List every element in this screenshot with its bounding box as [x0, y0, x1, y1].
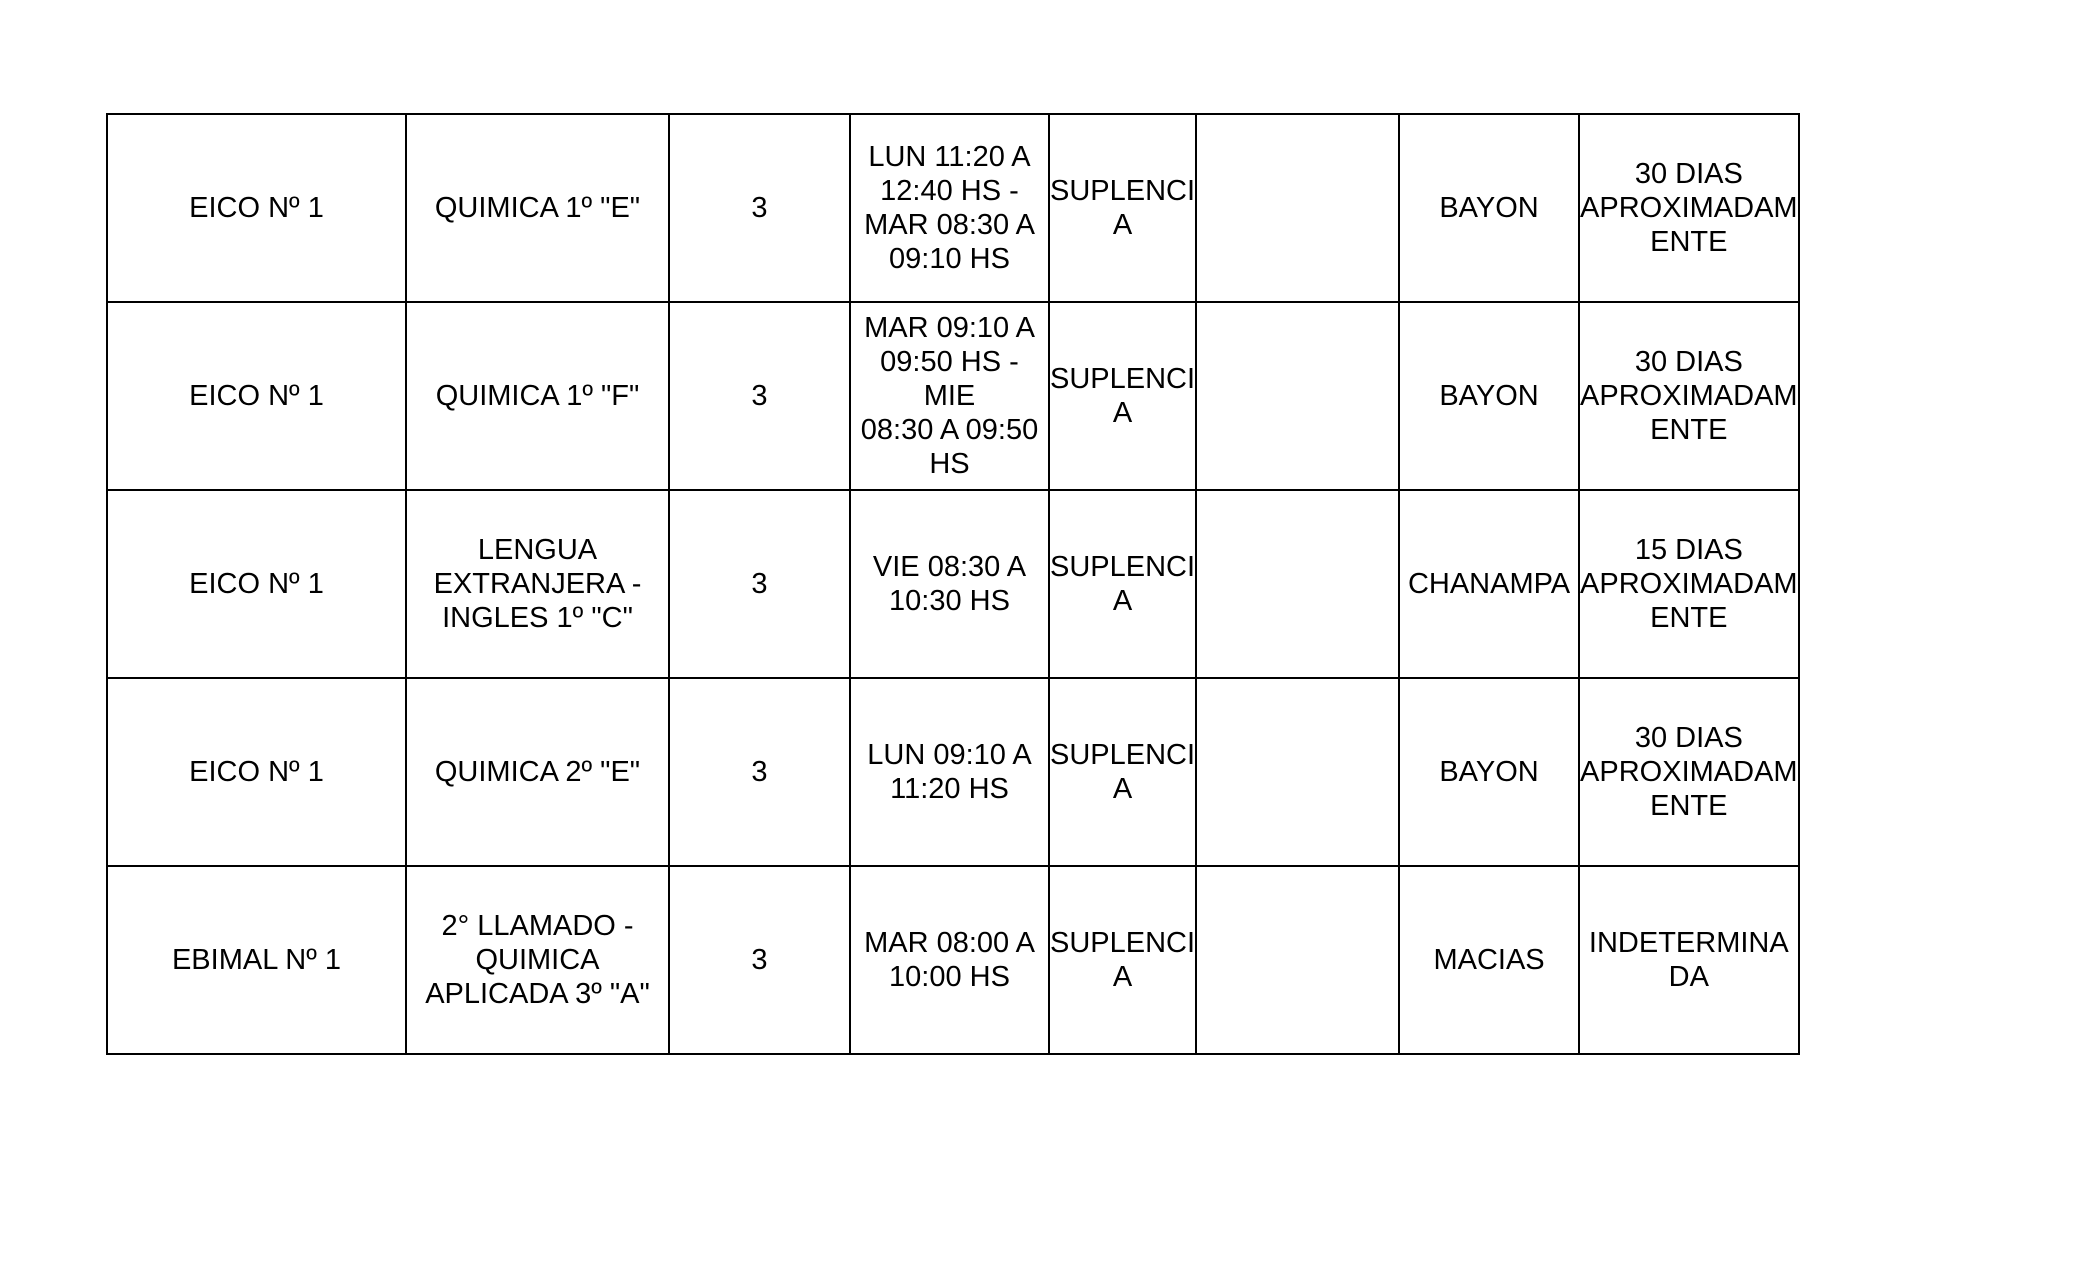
schedule-cell: LUN 09:10 A 11:20 HS [850, 678, 1049, 866]
hours-cell: 3 [669, 302, 850, 490]
teacher-cell: CHANAMPA [1399, 490, 1579, 678]
type-cell: SUPLENCI A [1049, 866, 1196, 1054]
table-row [107, 302, 1799, 490]
vacancy-table [106, 113, 1800, 1055]
duration-cell: 30 DIAS APROXIMADAM ENTE [1579, 114, 1799, 302]
table-body [107, 114, 1799, 1054]
table-row [107, 490, 1799, 678]
table-row [107, 678, 1799, 866]
empty-cell [1196, 866, 1399, 1054]
hours-cell: 3 [669, 678, 850, 866]
schedule-cell: VIE 08:30 A 10:30 HS [850, 490, 1049, 678]
school-cell: EICO Nº 1 [107, 114, 406, 302]
duration-cell: 30 DIAS APROXIMADAM ENTE [1579, 302, 1799, 490]
school-cell: EICO Nº 1 [107, 678, 406, 866]
duration-cell: 15 DIAS APROXIMADAM ENTE [1579, 490, 1799, 678]
schedule-cell: MAR 08:00 A 10:00 HS [850, 866, 1049, 1054]
type-cell: SUPLENCI A [1049, 678, 1196, 866]
duration-cell: INDETERMINA DA [1579, 866, 1799, 1054]
school-cell: EICO Nº 1 [107, 302, 406, 490]
type-cell: SUPLENCI A [1049, 490, 1196, 678]
table-row [107, 866, 1799, 1054]
schedule-cell: LUN 11:20 A 12:40 HS - MAR 08:30 A 09:10 HS [850, 114, 1049, 302]
type-cell: SUPLENCI A [1049, 114, 1196, 302]
empty-cell [1196, 302, 1399, 490]
empty-cell [1196, 490, 1399, 678]
empty-cell [1196, 678, 1399, 866]
teacher-cell: BAYON [1399, 678, 1579, 866]
subject-cell: QUIMICA 1º "E" [406, 114, 669, 302]
subject-cell: 2° LLAMADO - QUIMICA APLICADA 3º "A" [406, 866, 669, 1054]
subject-cell: QUIMICA 2º "E" [406, 678, 669, 866]
duration-cell: 30 DIAS APROXIMADAM ENTE [1579, 678, 1799, 866]
teacher-cell: BAYON [1399, 302, 1579, 490]
school-cell: EBIMAL Nº 1 [107, 866, 406, 1054]
school-cell: EICO Nº 1 [107, 490, 406, 678]
hours-cell: 3 [669, 490, 850, 678]
type-cell: SUPLENCI A [1049, 302, 1196, 490]
hours-cell: 3 [669, 114, 850, 302]
subject-cell: QUIMICA 1º "F" [406, 302, 669, 490]
subject-cell: LENGUA EXTRANJERA - INGLES 1º "C" [406, 490, 669, 678]
empty-cell [1196, 114, 1399, 302]
hours-cell: 3 [669, 866, 850, 1054]
table-row [107, 114, 1799, 302]
teacher-cell: MACIAS [1399, 866, 1579, 1054]
schedule-cell: MAR 09:10 A 09:50 HS - MIE 08:30 A 09:50 HS [850, 302, 1049, 490]
teacher-cell: BAYON [1399, 114, 1579, 302]
